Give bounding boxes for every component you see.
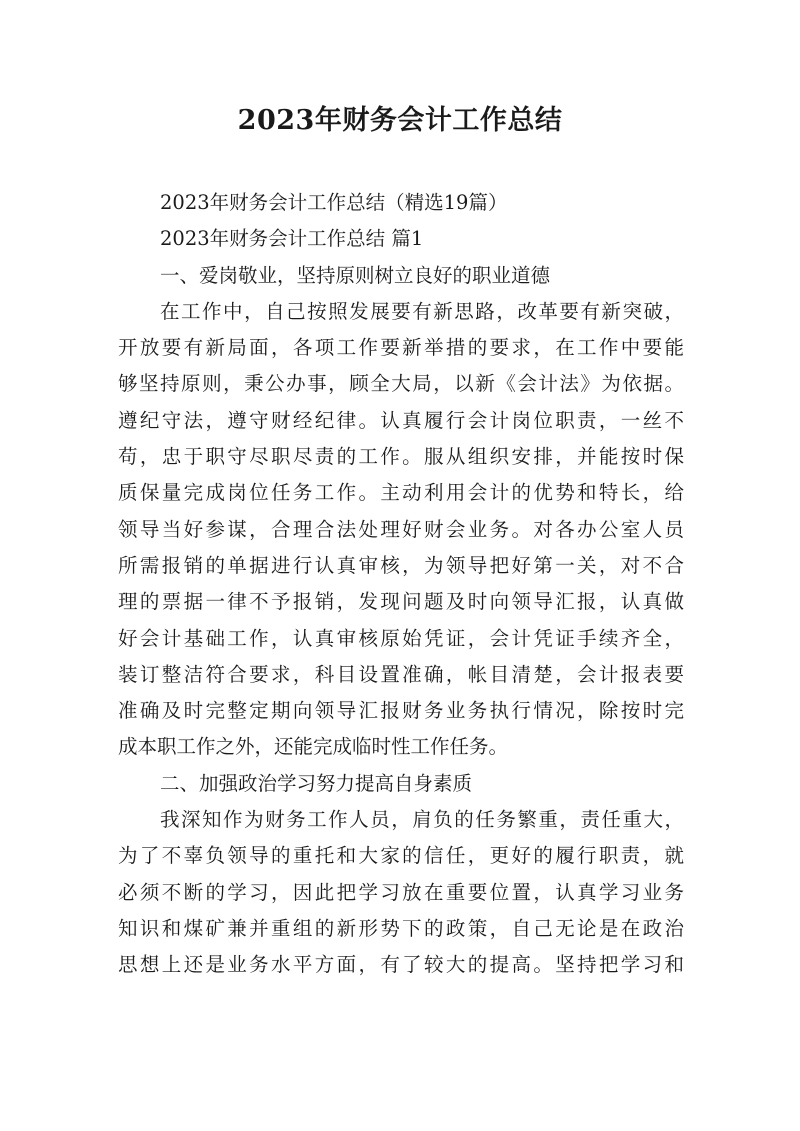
paragraph-line: 在工作中，自己按照发展要有新思路，改革要有新突破， bbox=[160, 299, 684, 323]
document-title: 2023年财务会计工作总结 bbox=[237, 105, 563, 136]
paragraph-line: 遵纪守法，遵守财经纪律。认真履行会计岗位职责，一丝不 bbox=[118, 408, 684, 432]
subtitle-line: 2023年财务会计工作总结（精选19篇） bbox=[160, 191, 508, 214]
paragraph-line: 苟，忠于职守尽职尽责的工作。服从组织安排，并能按时保 bbox=[118, 445, 684, 469]
paragraph-line: 知识和煤矿兼并重组的新形势下的政策，自己无论是在政治 bbox=[118, 916, 684, 940]
paragraph-line: 我深知作为财务工作人员，肩负的任务繁重，责任重大， bbox=[160, 808, 684, 832]
paragraph-line: 够坚持原则，秉公办事，顾全大局，以新《会计法》为依据。 bbox=[118, 372, 684, 396]
paragraph-line: 领导当好参谋，合理合法处理好财会业务。对各办公室人员 bbox=[118, 517, 684, 541]
paragraph-line: 必须不断的学习，因此把学习放在重要位置，认真学习业务 bbox=[118, 880, 684, 904]
section-heading-1: 一、爱岗敬业，坚持原则树立良好的职业道德 bbox=[160, 263, 551, 287]
paragraph-line: 质保量完成岗位任务工作。主动利用会计的优势和特长，给 bbox=[118, 481, 684, 505]
paragraph-line: 思想上还是业务水平方面，有了较大的提高。坚持把学习和 bbox=[118, 953, 684, 977]
paragraph-line: 开放要有新局面，各项工作要新举措的要求，在工作中要能 bbox=[118, 336, 684, 360]
paragraph-line: 理的票据一律不予报销，发现问题及时向领导汇报，认真做 bbox=[118, 590, 684, 614]
section-heading-article-1: 2023年财务会计工作总结 篇1 bbox=[160, 227, 424, 251]
paragraph-last-line: 成本职工作之外，还能完成临时性工作任务。 bbox=[118, 735, 509, 759]
document-body bbox=[118, 185, 684, 984]
paragraph-line: 准确及时完整定期向领导汇报财务业务执行情况，除按时完 bbox=[118, 699, 684, 723]
paragraph-line: 好会计基础工作，认真审核原始凭证，会计凭证手续齐全， bbox=[118, 626, 684, 650]
section-heading-2: 二、加强政治学习努力提高自身素质 bbox=[160, 771, 473, 795]
paragraph-line: 所需报销的单据进行认真审核，为领导把好第一关，对不合 bbox=[118, 553, 684, 577]
paragraph-line: 为了不辜负领导的重托和大家的信任，更好的履行职责，就 bbox=[118, 844, 684, 868]
paragraph-line: 装订整洁符合要求，科目设置准确，帐目清楚，会计报表要 bbox=[118, 662, 684, 686]
